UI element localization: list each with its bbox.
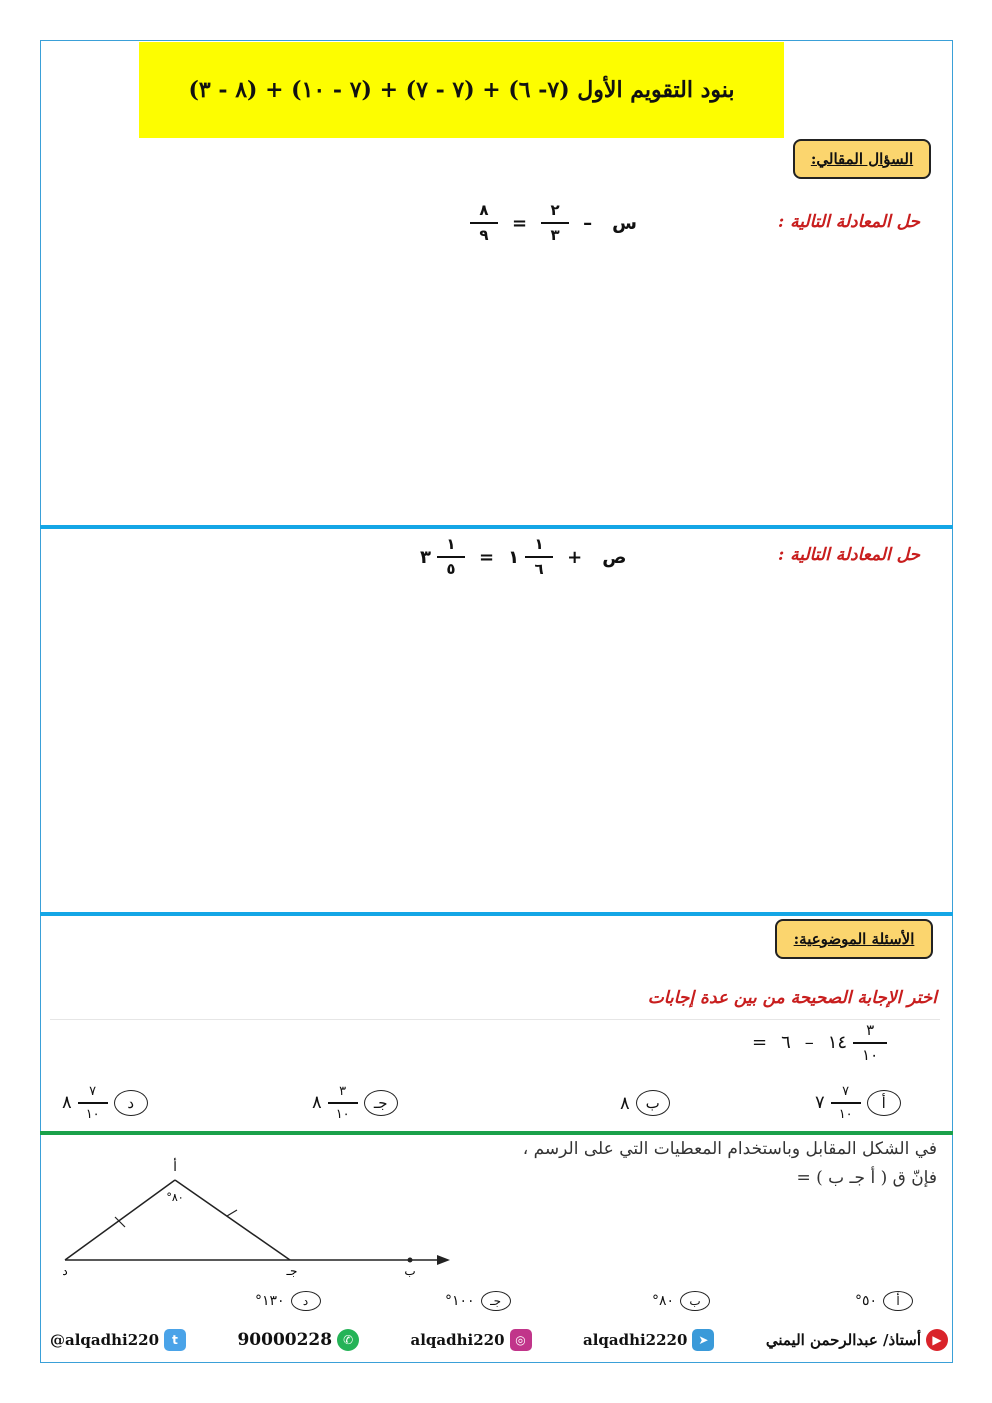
divider-blue-2 (40, 912, 953, 916)
fraction-2-3 (541, 203, 569, 243)
fraction-bar (525, 556, 553, 558)
divider-blue-1 (40, 525, 953, 529)
page-title: بنود التقويم الأول (٧- ٦) + (٧ - ٧) + (٧ - ١٠) + (٨ - ٣) (188, 77, 735, 103)
fraction-8-9 (470, 203, 498, 243)
twitter-text: @alqadhi220 (50, 1331, 160, 1349)
mixed-number-3-1-5 (420, 537, 465, 577)
option-fraction (328, 1085, 358, 1121)
frac-numerator: ٧ (89, 1084, 97, 1099)
variable-sad: ص (602, 546, 627, 568)
mixed-number-14-3-10 (828, 1023, 887, 1063)
footer-contacts (50, 1323, 948, 1357)
angle-label: °٨٠ (166, 1191, 184, 1204)
instagram-text: alqadhi220 (410, 1331, 505, 1349)
instagram-handle[interactable] (411, 1329, 532, 1351)
option-letter-circle: أ (883, 1291, 913, 1311)
option2-d[interactable] (255, 1291, 321, 1311)
option-letter-circle: أ (867, 1090, 901, 1116)
twitter-icon: t (164, 1329, 186, 1351)
frac-denominator: ١٠ (85, 1106, 100, 1122)
option-letter-circle: د (291, 1291, 321, 1311)
vertex-label-right: ب (404, 1264, 416, 1278)
frac-numerator: ١ (446, 535, 456, 553)
whatsapp-text: 90000228 (237, 1330, 333, 1350)
plus-sign: + (567, 546, 583, 568)
essay-label-text: السؤال المقالي: (810, 150, 914, 168)
fraction-bar (437, 556, 465, 558)
mixed-fraction (525, 537, 553, 577)
ray-arrowhead-icon (437, 1255, 450, 1265)
frac-numerator: ٣ (866, 1021, 875, 1039)
q2-prompt: حل المعادلة التالية : (777, 545, 920, 565)
option-letter-circle: جـ (364, 1090, 398, 1116)
point-b-dot (408, 1258, 413, 1263)
essay-section-label (793, 139, 931, 179)
vertex-label-mid: جـ (286, 1264, 298, 1278)
option-c[interactable] (312, 1085, 398, 1121)
q1-prompt: حل المعادلة التالية : (777, 212, 920, 232)
fraction-bar (328, 1102, 358, 1104)
frac-numerator: ٣ (339, 1084, 347, 1099)
option2-b[interactable] (652, 1291, 710, 1311)
instagram-icon: ◎ (510, 1329, 532, 1351)
teacher-name-text: أستاذ/ عبدالرحمن اليمني (765, 1331, 921, 1349)
youtube-icon: ▶ (926, 1329, 948, 1351)
whatsapp-icon: ✆ (337, 1329, 359, 1351)
vertex-label-left: د (62, 1264, 68, 1278)
triangle-side-right (175, 1180, 290, 1260)
option-value: °١٣٠ (255, 1293, 285, 1309)
fraction-bar (541, 222, 569, 224)
option-whole: ٨ (620, 1092, 630, 1114)
option-b[interactable] (620, 1090, 670, 1116)
fraction-bar (831, 1102, 861, 1104)
option-whole: ٧ (815, 1092, 825, 1114)
frac-denominator: ٦ (534, 560, 544, 578)
option-letter-circle: جـ (481, 1291, 511, 1311)
frac-denominator: ١٠ (838, 1106, 853, 1122)
frac-denominator: ١٠ (335, 1106, 350, 1122)
objective-q1-expression (752, 1023, 887, 1063)
fraction-bar (78, 1102, 108, 1104)
fraction-bar (470, 222, 498, 224)
objective-instruction: اختر الإجابة الصحيحة من بين عدة إجابات (647, 988, 937, 1008)
option-letter-circle: ب (680, 1291, 710, 1311)
telegram-handle[interactable] (583, 1329, 714, 1351)
option-letter-circle: د (114, 1090, 148, 1116)
objective-section-label (775, 919, 933, 959)
teacher-name[interactable] (766, 1329, 948, 1351)
variable-s: س (612, 212, 637, 234)
option-whole: ٨ (312, 1092, 322, 1114)
option-whole: ٨ (62, 1092, 72, 1114)
mixed-number-1-1-6 (508, 537, 553, 577)
frac-numerator: ٧ (842, 1084, 850, 1099)
fraction-bar (853, 1042, 887, 1044)
equals-sign: = (752, 1032, 768, 1054)
mixed-fraction (437, 537, 465, 577)
divider-gray (50, 1019, 940, 1020)
option-value: °١٠٠ (445, 1293, 475, 1309)
minus-sign: – (583, 212, 593, 234)
option-value: °٨٠ (652, 1293, 675, 1309)
objective-q2-line1: في الشكل المقابل وباستخدام المعطيات التي على الرسم ، (522, 1139, 937, 1159)
telegram-text: alqadhi2220 (582, 1331, 688, 1349)
frac-numerator: ٨ (479, 201, 489, 219)
triangle-figure (55, 1155, 455, 1280)
mixed-whole: ٣ (420, 546, 431, 568)
option-fraction (78, 1085, 108, 1121)
frac-numerator: ٢ (550, 201, 560, 219)
frac-denominator: ٩ (479, 226, 489, 244)
equals-sign: = (479, 546, 495, 568)
option-fraction (831, 1085, 861, 1121)
divider-green (40, 1131, 953, 1135)
tick-mark-right (227, 1210, 237, 1216)
whatsapp-number[interactable] (237, 1329, 359, 1351)
option-a[interactable] (815, 1085, 901, 1121)
vertex-label-top: أ (173, 1160, 177, 1175)
frac-denominator: ١٠ (862, 1045, 879, 1064)
option-letter-circle: ب (636, 1090, 670, 1116)
option-value: °٥٠ (855, 1293, 878, 1309)
telegram-icon: ➤ (692, 1329, 714, 1351)
page-title-banner (139, 42, 784, 138)
frac-denominator: ٣ (550, 226, 560, 244)
triangle-side-left (65, 1180, 175, 1260)
twitter-handle[interactable] (50, 1329, 186, 1351)
mixed-whole: ١ (508, 546, 520, 568)
option-d[interactable] (62, 1085, 148, 1121)
frac-denominator: ٥ (446, 560, 456, 578)
equals-sign: = (512, 212, 528, 234)
option2-c[interactable] (445, 1291, 511, 1311)
objective-label-text: الأسئلة الموضوعية: (793, 930, 915, 948)
objective-q2-line2: فإنّ ق ( أ جـ ب ) = (796, 1168, 937, 1188)
minus-sign: – (804, 1032, 814, 1054)
mixed-whole: ١٤ (827, 1032, 848, 1054)
subtrahend: ٦ (781, 1032, 791, 1054)
equation-1 (470, 203, 637, 243)
frac-numerator: ١ (534, 535, 544, 553)
equation-2 (420, 537, 626, 577)
option2-a[interactable] (855, 1291, 913, 1311)
mixed-fraction (853, 1023, 887, 1063)
